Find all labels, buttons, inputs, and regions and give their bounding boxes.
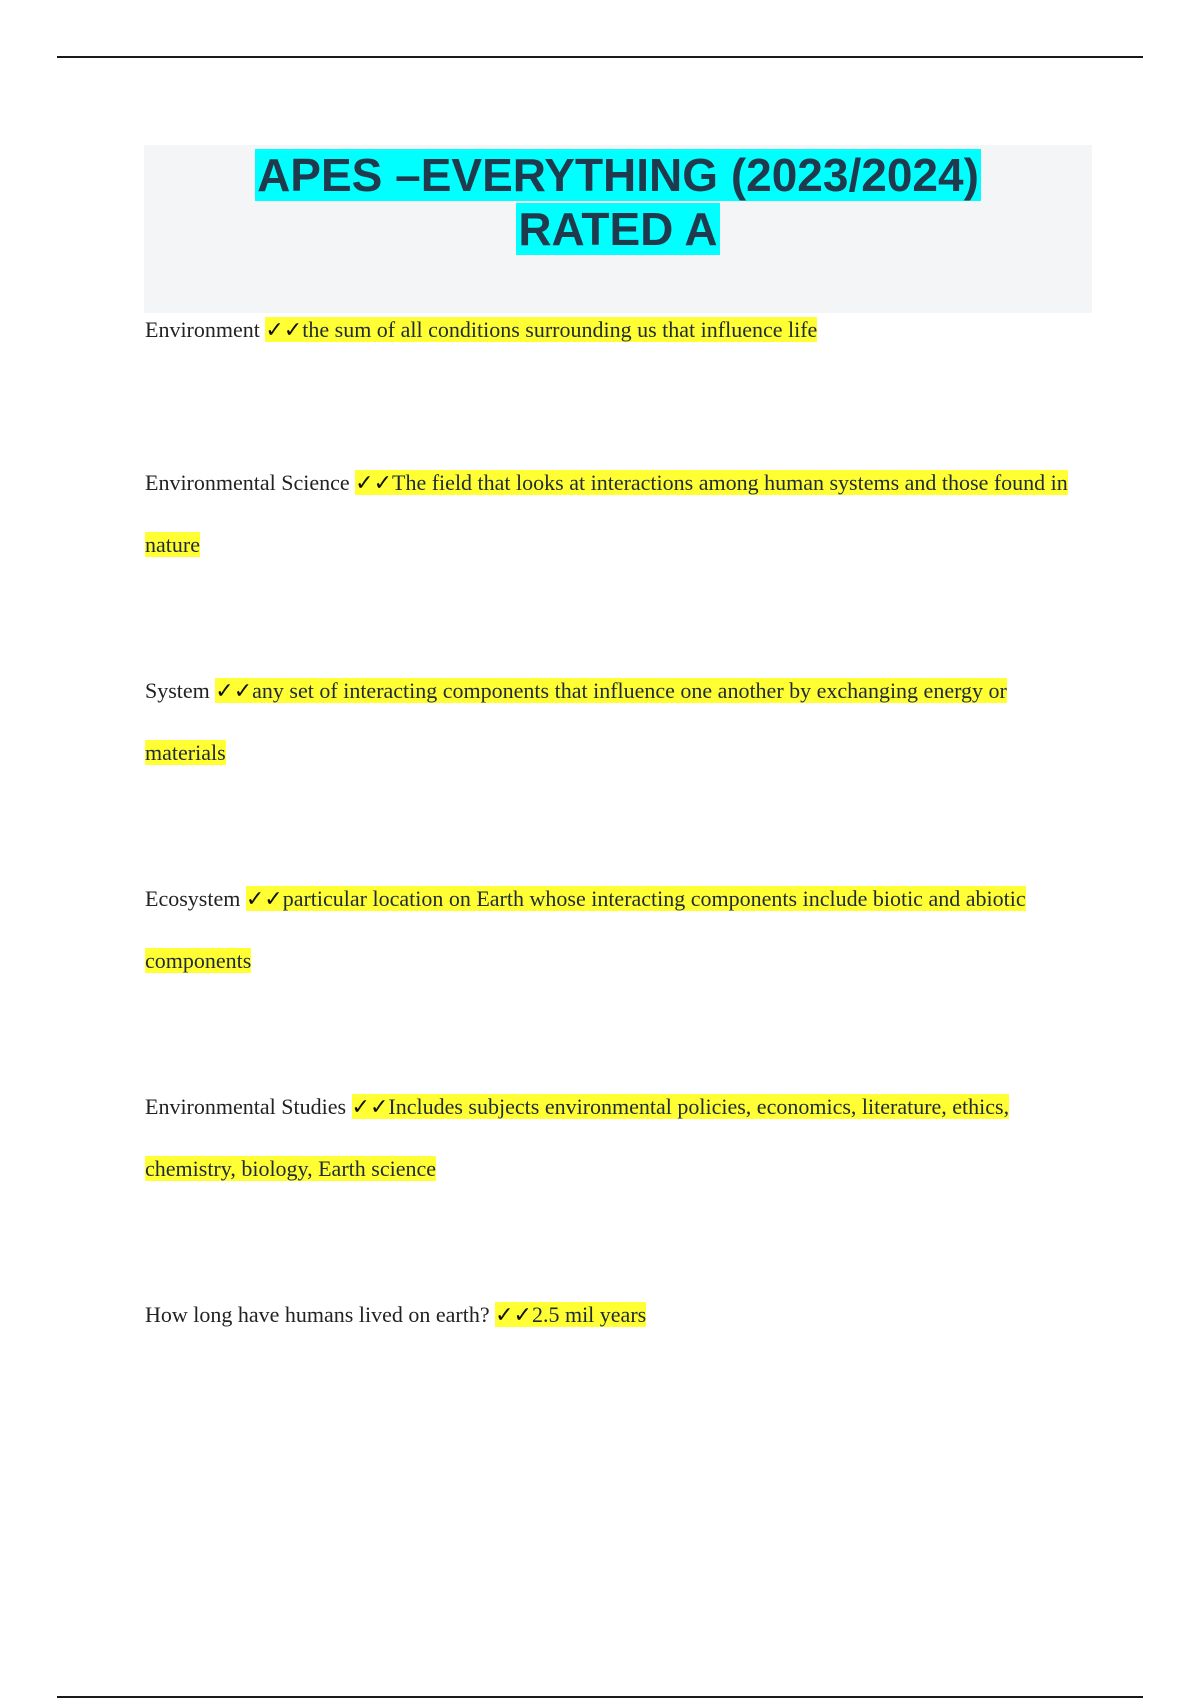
entry-definition: ✓✓2.5 mil years: [495, 1302, 647, 1328]
entry-environment: [145, 299, 1085, 361]
entry-definition: ✓✓any set of interacting components that influence one another by exchanging energy or materials: [145, 678, 1007, 765]
check-icon: ✓✓: [245, 887, 283, 912]
entry-definition: ✓✓the sum of all conditions surrounding us that influence life: [265, 317, 818, 343]
check-icon: ✓✓: [265, 318, 303, 343]
entry-term: Ecosystem: [145, 886, 241, 911]
entry-humans-on-earth: [145, 1284, 1085, 1346]
entry-term: System: [145, 678, 210, 703]
entry-definition: ✓✓Includes subjects environmental policies, economics, literature, ethics, chemistry, biology, Earth science: [145, 1094, 1010, 1181]
entry-definition: ✓✓The field that looks at interactions among human systems and those found in nature: [145, 470, 1068, 557]
entry-term: How long have humans lived on earth?: [145, 1302, 490, 1327]
entry-ecosystem: [145, 868, 1085, 991]
entry-definition: ✓✓particular location on Earth whose interacting components include biotic and abiotic components: [145, 886, 1026, 973]
document-title-line-2: RATED A: [518, 203, 718, 255]
entry-term: Environmental Science: [145, 470, 350, 495]
entry-system: [145, 660, 1085, 783]
title-banner: [144, 145, 1092, 313]
check-icon: ✓✓: [495, 1303, 532, 1328]
entry-term: Environmental Studies: [145, 1094, 347, 1119]
entry-term: Environment: [145, 317, 260, 342]
document-title-line-1: APES –EVERYTHING (2023/2024): [257, 149, 979, 201]
entry-environmental-science: [145, 452, 1085, 575]
check-icon: ✓✓: [215, 679, 253, 704]
entry-environmental-studies: [145, 1076, 1085, 1199]
check-icon: ✓✓: [355, 471, 393, 496]
bottom-rule: [57, 1696, 1143, 1698]
check-icon: ✓✓: [351, 1095, 389, 1120]
top-rule: [57, 56, 1143, 58]
